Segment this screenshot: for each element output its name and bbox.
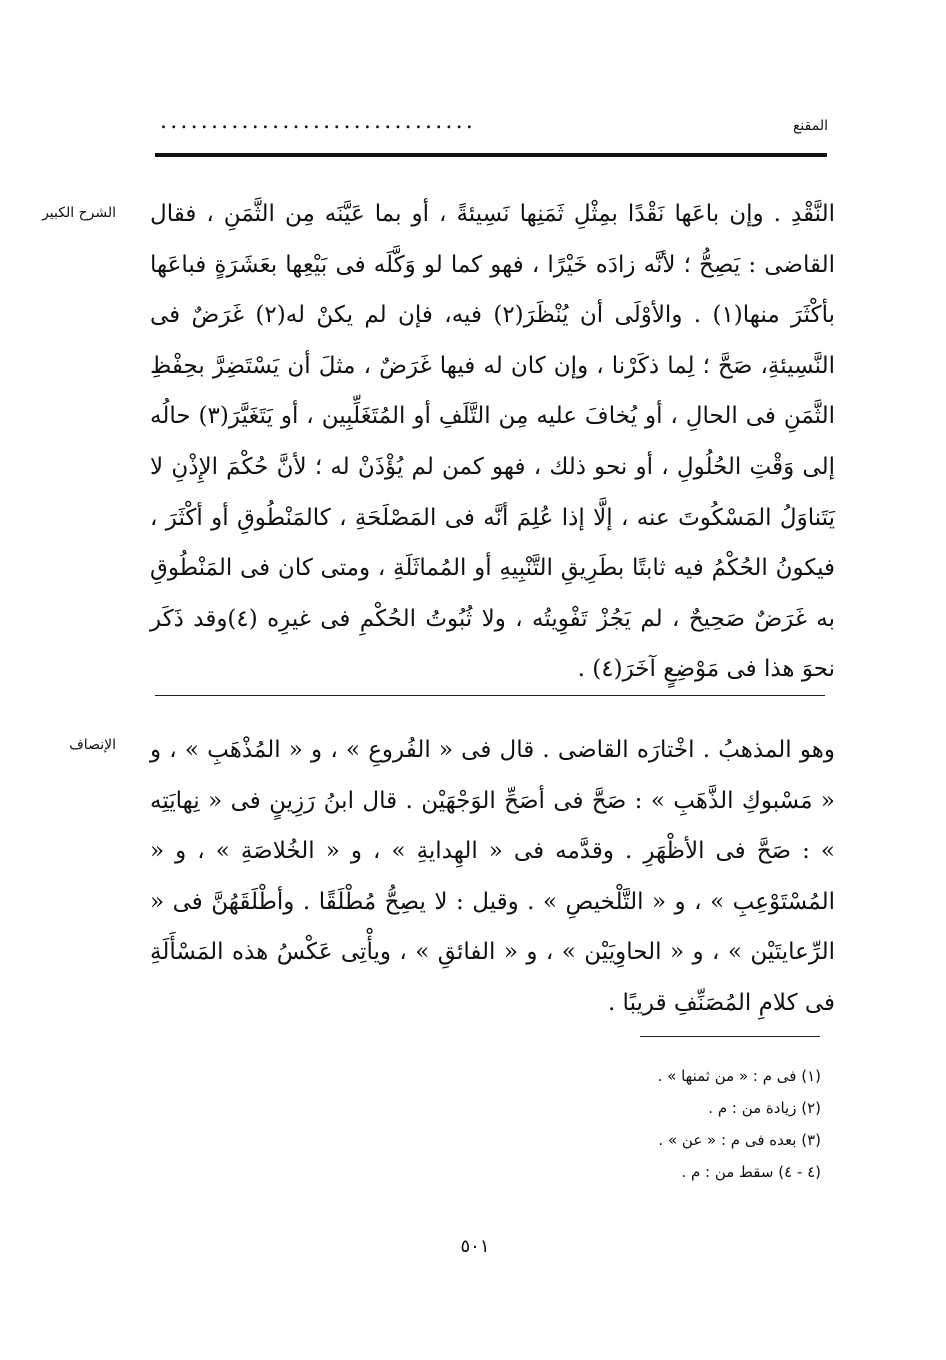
- margin-label-insaf: الإنصاف: [69, 737, 116, 753]
- footnotes: [658, 1060, 821, 1188]
- insaf-paragraph: وهو المذهبُ . اخْتارَه القاضى . قال فى « الفُروعِ » ، و « المُذْهَبِ » ، و « مَسْبوكِ الذَّهَبِ » : صَحَّ فى أصَحِّ الوَجْهَيْن . قال ابنُ رَزِينٍ فى « نِهايَتِه » : صَحَّ فى الأظْهَرِ . وقدَّمه فى « الهِدايةِ » ، و « الخُلاصَةِ » ، و « المُسْتَوْعِبِ » ، و « التَّلْخيصِ » . وقيل : لا يصِحُّ مُطْلَقًا . وأطْلَقَهُنَّ فى « الرِّعايتَيْن » ، و « الحاوِيَيْن » ، و « الفائقِ » ، ويأْتِى عَكْسُ هذه المَسْأَلَةِ فى كلامِ المُصَنِّفِ قريبًا .: [150, 737, 835, 1016]
- footnote-rule: [640, 1036, 820, 1037]
- sharh-paragraph: النَّقْدِ . وإن باعَها نَقْدًا بمِثْلِ ثَمَنِها نَسِيئةً ، أو بما عَيَّنَه مِن الثَّمَنِ ، فقال القاضى : يَصِحُّ ؛ لأنَّه زادَه خَيْرًا ، فهو كما لو وَكَّلَه فى بَيْعِها بعَشَرَةٍ فباعَها بأكْثَرَ منها(١) . والأوْلَى أن يُنْظَرَ(٢) فيه، فإن لم يكنْ له(٢) غَرَضٌ فى النَّسِيئةِ، صَحَّ ؛ لِما ذكَرْنا ، وإن كان له فيها غَرَضٌ ، مثلَ أن يَسْتَضِرَّ بحِفْظِ الثَّمَنِ فى الحالِ ، أو يُخافَ عليه مِن التَّلَفِ أو المُتَغَلِّبِين ، أو يَتَغَيَّرَ(٣) حالُه إلى وَقْتِ الحُلُولِ ، أو نحو ذلك ، فهو كمن لم يُؤْذَنْ له ؛ لأنَّ حُكْمَ الإِذْنِ لا يَتَناوَلُ المَسْكُوتَ عنه ، إلَّا إذا عُلِمَ أنَّه فى المَصْلَحَةِ ، كالمَنْطُوقِ أو أكْثَرَ ، فيكونُ الحُكْمُ فيه ثابتًا بطَرِيقِ التَّنْبِيهِ أو المُماثَلَةِ ، ومتى كان فى المَنْطُوقِ به غَرَضٌ صَحِيحٌ ، لم يَجُزْ تَفْوِيتُه ، ولا ثُبُوتُ الحُكْمِ فى غيرِه (٤)وقد ذَكَر نحوَ هذا فى مَوْضِعٍ آخَرَ(٤) .: [150, 201, 836, 683]
- header-dotted-leader: ...............................: [160, 112, 476, 132]
- footnote-3: (٣) بعده فى م : « عن » .: [658, 1131, 821, 1149]
- running-head-title: المقنع: [792, 118, 828, 134]
- insaf-text-block: [150, 725, 835, 1029]
- section-divider: [155, 695, 825, 696]
- footnote-1: (١) فى م : « من ثمنها » .: [657, 1067, 821, 1085]
- sharh-text-block: [150, 189, 835, 695]
- page-number: ٥٠١: [460, 1236, 490, 1257]
- header-rule: [155, 153, 827, 157]
- footnote-2: (٢) زيادة من : م .: [708, 1099, 821, 1117]
- footnote-4: (٤ - ٤) سقط من : م .: [681, 1163, 821, 1181]
- margin-label-sharh: الشرح الكبير: [42, 205, 116, 221]
